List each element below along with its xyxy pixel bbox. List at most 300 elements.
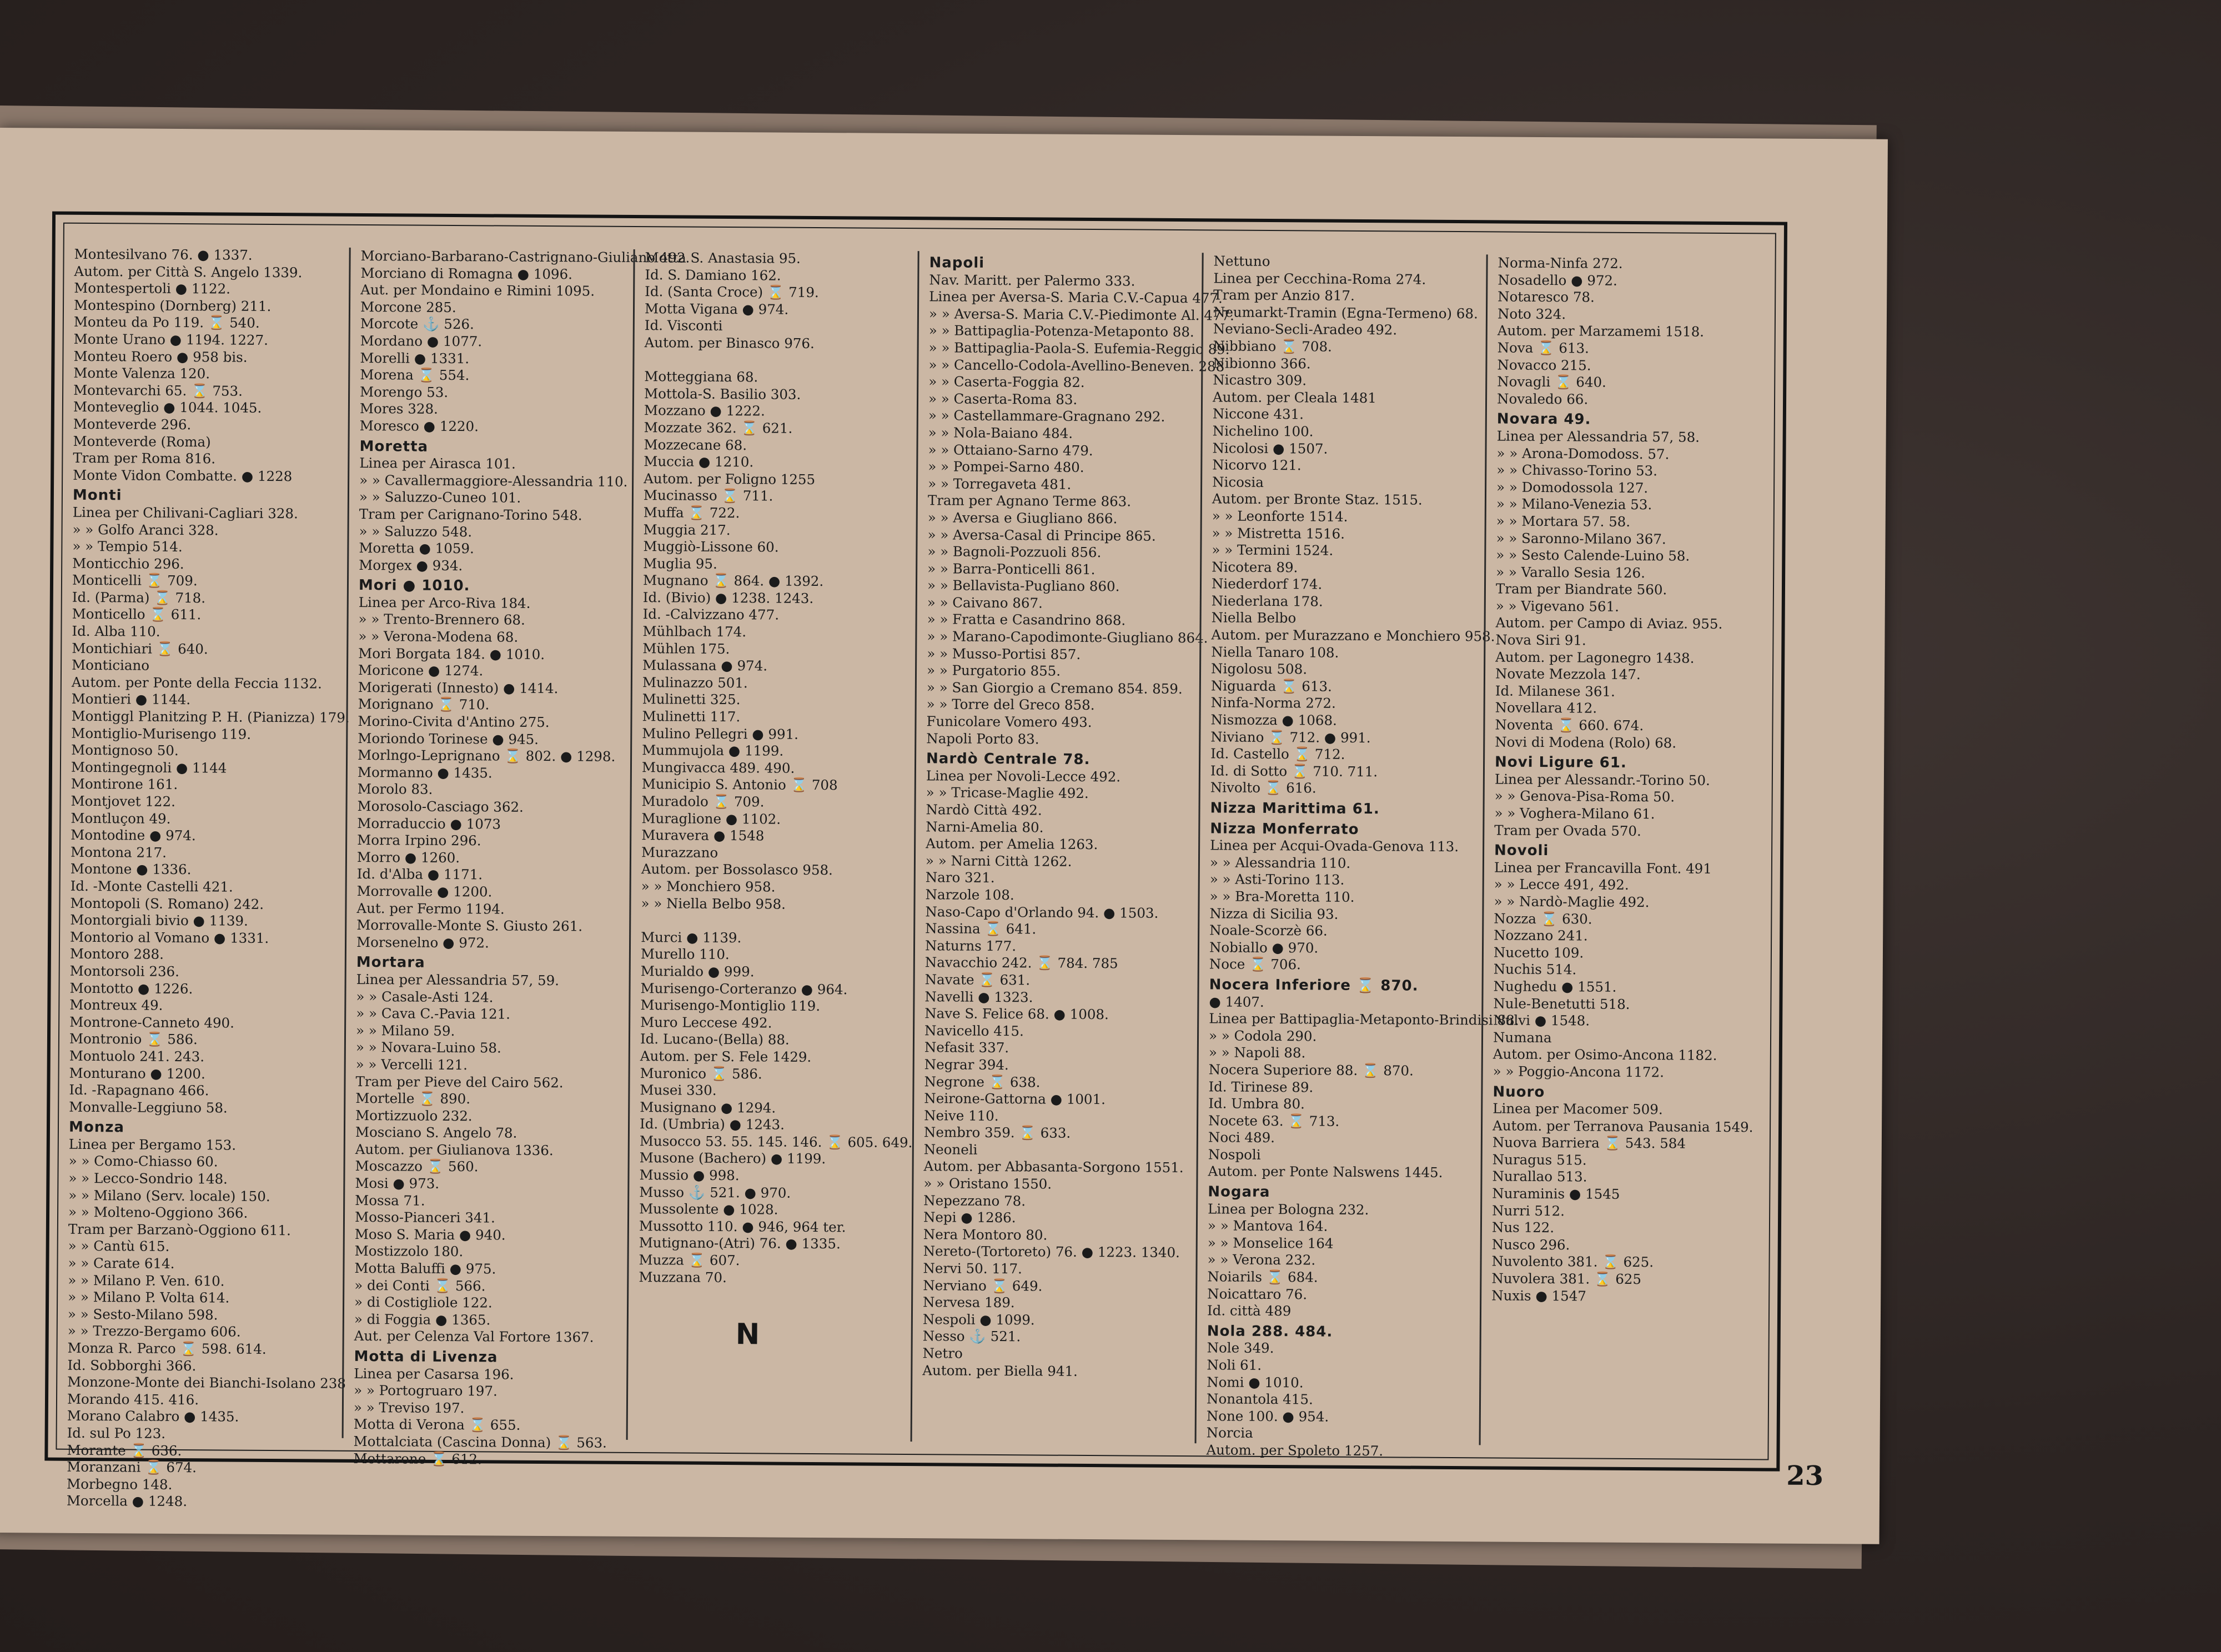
index-entry: Murisengo-Montiglio 119. xyxy=(640,997,821,1015)
index-entry: Nettuno xyxy=(1213,253,1270,269)
index-entry: Nova Siri 91. xyxy=(1495,631,1586,649)
index-entry: Montopoli (S. Romano) 242. xyxy=(70,895,264,912)
index-entry: Nova ⌛ 613. xyxy=(1497,339,1589,356)
index-entry: Montirone 161. xyxy=(71,776,178,793)
index-entry: Nole 349. xyxy=(1207,1339,1274,1357)
index-entry: Neirone-Gattorna ● 1001. xyxy=(924,1090,1106,1108)
index-entry: Autom. per Amelia 1263. xyxy=(926,835,1098,853)
index-entry: Niederlana 178. xyxy=(1211,592,1323,610)
index-entry: Linea per Cecchina-Roma 274. xyxy=(1213,269,1426,288)
index-entry: Noci 489. xyxy=(1208,1129,1275,1146)
index-entry: Moscazzo ⌛ 560. xyxy=(355,1158,479,1175)
index-entry: » » Cantù 615. xyxy=(68,1238,170,1255)
timetable-index-page xyxy=(0,128,1888,1544)
index-entry: Muzzana 70. xyxy=(639,1268,727,1286)
index-entry: » » Carate 614. xyxy=(68,1254,175,1272)
index-entry: Muffa ⌛ 722. xyxy=(643,504,740,521)
index-entry: Novate Mezzola 147. xyxy=(1495,665,1641,683)
index-entry: » » Saluzzo 548. xyxy=(359,523,473,540)
index-entry: » » Tricase-Maglie 492. xyxy=(926,784,1089,802)
index-entry: Nave S. Felice 68. ● 1008. xyxy=(924,1005,1109,1023)
index-entry: » » Trezzo-Bergamo 606. xyxy=(67,1323,241,1340)
index-entry: Id. (Parma) ⌛ 718. xyxy=(72,589,206,606)
index-entry: Musei 330. xyxy=(640,1082,717,1099)
index-entry: Morcote ⚓ 526. xyxy=(360,315,474,333)
index-entry: Noventa ⌛ 660. 674. xyxy=(1495,716,1644,734)
index-entry: ● 1407. xyxy=(1209,993,1264,1010)
index-entry: » » Napoli 88. xyxy=(1208,1044,1306,1061)
index-entry: Montronio ⌛ 586. xyxy=(69,1031,198,1048)
index-entry: Morano Calabro ● 1435. xyxy=(67,1408,239,1425)
index-entry: » » Saronno-Milano 367. xyxy=(1496,529,1666,547)
index-entry: Muronico ⌛ 586. xyxy=(640,1064,762,1082)
index-entry: None 100. ● 954. xyxy=(1206,1408,1329,1425)
index-entry: Noale-Scorzè 66. xyxy=(1209,922,1328,939)
index-entry: Nefasit 337. xyxy=(924,1039,1009,1056)
index-entry: » » Tempio 514. xyxy=(72,538,183,555)
index-entry: » » Castellammare-Gragnano 292. xyxy=(928,407,1165,425)
index-entry: Morrovalle ● 1200. xyxy=(356,882,493,900)
index-entry: » » Trento-Brennero 68. xyxy=(358,611,525,629)
index-entry: » » Caserta-Foggia 82. xyxy=(928,373,1085,391)
index-entry: » » Aversa-S. Maria C.V.-Piedimonte Al. 477. xyxy=(928,305,1234,324)
index-entry: Monte Vidon Combatte. ● 1228 xyxy=(73,466,293,484)
index-entry: Mulinazzo 501. xyxy=(642,674,748,691)
index-column-1 xyxy=(57,245,350,1510)
index-entry: Nembro 359. ⌛ 633. xyxy=(923,1124,1071,1142)
index-entry: Nereto-(Tortoreto) 76. ● 1223. 1340. xyxy=(923,1243,1180,1261)
index-entry: Morignano ⌛ 710. xyxy=(358,696,490,713)
index-entry: Neive 110. xyxy=(924,1107,999,1124)
index-entry: Id. Umbra 80. xyxy=(1208,1095,1305,1112)
index-entry: Novellara 412. xyxy=(1495,699,1597,717)
index-entry: Mormanno ● 1435. xyxy=(357,764,493,781)
index-entry: Noto 324. xyxy=(1497,305,1566,323)
index-entry: » » Caivano 867. xyxy=(927,594,1043,611)
index-entry: Monteu Roero ● 958 bis. xyxy=(73,348,248,365)
index-heading: Motta di Livenza xyxy=(354,1348,498,1366)
index-entry: » » Torregaveta 481. xyxy=(928,475,1072,493)
index-entry: » » Aversa-Casal di Principe 865. xyxy=(927,526,1156,544)
index-entry: Tram per Agnano Terme 863. xyxy=(927,492,1132,510)
index-entry: Autom. per Campo di Aviaz. 955. xyxy=(1495,614,1723,632)
index-entry: » » Barra-Ponticelli 861. xyxy=(927,560,1096,578)
index-entry: Niella Tanaro 108. xyxy=(1211,643,1339,661)
index-entry: Monteveglio ● 1044. 1045. xyxy=(73,399,262,416)
index-heading: Novara 49. xyxy=(1496,410,1591,428)
index-entry: Id. Tirinese 89. xyxy=(1208,1078,1314,1095)
index-entry: Negrar 394. xyxy=(924,1056,1009,1073)
index-entry: Id. -Calvizzano 477. xyxy=(642,606,780,624)
index-entry: Motta S. Anastasia 95. xyxy=(645,249,801,267)
index-entry: Linea per Aversa-S. Maria C.V.-Capua 477. xyxy=(929,288,1223,307)
index-entry: Montiggl Planitzing P. H. (Pianizza) 179. xyxy=(71,707,350,726)
index-entry: Id. -Monte Castelli 421. xyxy=(70,877,233,895)
index-entry: Niguarda ⌛ 613. xyxy=(1210,677,1332,695)
index-entry: » » Musso-Portisi 857. xyxy=(927,645,1081,662)
index-entry: Aut. per Celenza Val Fortore 1367. xyxy=(354,1328,594,1345)
index-entry: Mottola-S. Basilio 303. xyxy=(644,385,801,403)
index-entry: » » Caserta-Roma 83. xyxy=(928,390,1078,408)
index-entry: Moretta ● 1059. xyxy=(359,540,474,557)
index-heading: Nizza Monferrato xyxy=(1210,820,1359,838)
index-entry: Mosciano S. Angelo 78. xyxy=(355,1124,517,1142)
index-entry: Mulinetti 117. xyxy=(642,708,741,725)
index-entry: Mühlbach 174. xyxy=(642,623,747,640)
index-entry: Muradolo ⌛ 709. xyxy=(641,793,765,810)
index-entry: Netro xyxy=(922,1345,963,1362)
index-entry: Motta Vigana ● 974. xyxy=(644,300,789,318)
index-heading: Nardò Centrale 78. xyxy=(926,750,1091,769)
index-entry: » » Treviso 197. xyxy=(353,1399,465,1416)
index-entry: Nuraminis ● 1545 xyxy=(1492,1185,1620,1202)
section-letter: N xyxy=(735,1318,760,1352)
index-entry: Id. (Santa Croce) ⌛ 719. xyxy=(645,283,819,301)
index-entry: Montjovet 122. xyxy=(71,792,176,810)
index-heading: Mori ● 1010. xyxy=(358,577,470,595)
index-entry: Montona 217. xyxy=(70,843,167,861)
index-entry: Morino-Civita d'Antino 275. xyxy=(358,712,550,731)
index-entry: » » Golfo Aranci 328. xyxy=(72,521,219,538)
index-entry: Mungivacca 489. 490. xyxy=(641,759,795,776)
page-frame-inner xyxy=(56,223,1776,1510)
index-entry: Monvalle-Leggiuno 58. xyxy=(69,1098,228,1116)
index-entry: Autom. per Murazzano e Monchiero 958. xyxy=(1211,626,1495,645)
index-entry: Montespertoli ● 1122. xyxy=(74,280,231,297)
index-entry: Montichiari ⌛ 640. xyxy=(72,640,208,657)
index-entry: Linea per Alessandr.-Torino 50. xyxy=(1494,771,1710,789)
index-entry: » » Alessandria 110. xyxy=(1209,854,1351,871)
index-entry: Naso-Capo d'Orlando 94. ● 1503. xyxy=(925,903,1159,921)
index-entry: » » Poggio-Ancona 1172. xyxy=(1493,1063,1665,1081)
index-entry: Id. S. Damiano 162. xyxy=(645,266,781,284)
index-entry: Monte Valenza 120. xyxy=(73,364,210,382)
index-entry: Linea per Casarsa 196. xyxy=(354,1365,514,1383)
index-entry: Nuvolento 381. ⌛ 625. xyxy=(1491,1253,1654,1271)
index-entry: Morolo 83. xyxy=(357,781,433,798)
index-entry: Id. (Bivio) ● 1238. 1243. xyxy=(642,589,814,606)
index-entry: » » Varallo Sesia 126. xyxy=(1496,564,1646,581)
index-entry: Mosso-Pianceri 341. xyxy=(354,1209,495,1226)
index-entry: » » Niella Belbo 958. xyxy=(641,895,786,912)
index-entry: Nusco 296. xyxy=(1491,1236,1570,1253)
index-entry: Motta di Verona ⌛ 655. xyxy=(353,1416,521,1434)
index-entry: Murci ● 1139. xyxy=(641,928,742,946)
index-entry: Mori Borgata 184. ● 1010. xyxy=(358,645,545,662)
index-entry: Linea per Novoli-Lecce 492. xyxy=(926,767,1121,785)
index-entry: Moricone ● 1274. xyxy=(358,662,484,679)
index-entry: Niella Belbo xyxy=(1211,609,1297,626)
index-heading: Moretta xyxy=(359,438,429,455)
index-entry: Morbegno 148. xyxy=(66,1475,173,1493)
index-entry: Id. d'Alba ● 1171. xyxy=(356,866,483,883)
index-entry: Nicolosi ● 1507. xyxy=(1212,439,1328,457)
index-entry: Montone ● 1336. xyxy=(70,861,192,878)
index-entry: Mutignano-(Atri) 76. ● 1335. xyxy=(639,1234,841,1252)
index-entry: Linea per Francavilla Font. 491 xyxy=(1494,859,1712,877)
index-entry: Monticello ⌛ 611. xyxy=(72,606,202,623)
index-entry: Nervi 50. 117. xyxy=(923,1260,1022,1277)
index-entry: » » Lecce 491, 492. xyxy=(1494,876,1629,893)
index-entry: Narzole 108. xyxy=(925,886,1014,903)
index-entry: Mozzano ● 1222. xyxy=(644,402,765,419)
index-entry: Morro ● 1260. xyxy=(356,848,460,866)
index-entry: Morigerati (Innesto) ● 1414. xyxy=(358,679,559,697)
index-entry: » » Codola 290. xyxy=(1208,1027,1317,1045)
index-entry: Muggia 217. xyxy=(643,521,731,538)
index-entry: Novaledo 66. xyxy=(1496,390,1589,408)
index-entry: » » Milano P. Ven. 610. xyxy=(68,1272,225,1289)
index-entry: Naturns 177. xyxy=(924,937,1017,954)
index-entry: » » Aversa e Giugliano 866. xyxy=(927,509,1118,527)
index-entry: Montespino (Dornberg) 211. xyxy=(73,297,272,314)
index-entry: Autom. per Giulianova 1336. xyxy=(355,1141,554,1158)
index-entry: Morciano-Barbarano-Castrignano-Giuliano 492. xyxy=(360,247,690,266)
index-heading: Nola 288. 484. xyxy=(1207,1323,1333,1340)
index-entry: Nardò Città 492. xyxy=(926,801,1042,819)
index-entry: Id. Sobborghi 366. xyxy=(67,1357,197,1374)
index-entry: Moresco ● 1220. xyxy=(359,417,479,435)
index-entry: Autom. per Lagonegro 1438. xyxy=(1495,649,1695,666)
index-entry: Autom. per S. Fele 1429. xyxy=(640,1047,812,1065)
index-entry: Montodine ● 974. xyxy=(71,826,196,844)
index-entry: Tram per Biandrate 560. xyxy=(1495,580,1667,598)
index-entry: » » Cancello-Codola-Avellino-Beneven. 288 xyxy=(928,356,1225,375)
index-heading: Nogara xyxy=(1208,1183,1270,1201)
index-entry: » » Nardò-Maglie 492. xyxy=(1494,893,1650,911)
index-entry: » » Chivasso-Torino 53. xyxy=(1496,461,1658,479)
index-entry: Nismozza ● 1068. xyxy=(1210,711,1337,729)
index-entry: Tram per Pieve del Cairo 562. xyxy=(355,1073,564,1091)
index-entry: Autom. per Abbasanta-Sorgono 1551. xyxy=(923,1158,1184,1176)
index-entry: Mossa 71. xyxy=(355,1192,425,1209)
index-entry: » » Verona 232. xyxy=(1207,1251,1316,1268)
index-entry: » » Molteno-Oggiono 366. xyxy=(68,1204,248,1222)
index-entry: Morando 415. 416. xyxy=(67,1390,199,1408)
index-entry: Mussotto 110. ● 946, 964 ter. xyxy=(639,1217,846,1236)
index-entry: Niccone 431. xyxy=(1212,405,1304,423)
index-entry: » » Fratta e Casandrino 868. xyxy=(927,611,1126,629)
index-entry: Linea per Alessandria 57, 59. xyxy=(356,971,560,989)
index-entry: » » Narni Città 1262. xyxy=(925,852,1072,870)
index-entry: Id. Visconti xyxy=(644,317,723,334)
index-entry: Morlngo-Leprignano ⌛ 802. ● 1298. xyxy=(358,747,616,765)
index-entry: Id. Castello ⌛ 712. xyxy=(1210,745,1345,763)
index-entry: » » Verona-Modena 68. xyxy=(358,628,519,645)
page-frame xyxy=(44,212,1787,1510)
index-entry: » » Portogruaro 197. xyxy=(354,1382,498,1399)
index-entry: Montluçon 49. xyxy=(71,810,171,827)
index-entry: » » Bra-Moretta 110. xyxy=(1209,888,1355,905)
index-entry: » » Lecco-Sondrio 148. xyxy=(68,1169,228,1187)
index-entry: » » Como-Chiasso 60. xyxy=(68,1153,218,1170)
index-heading: Nuoro xyxy=(1493,1083,1545,1101)
index-entry: Montesilvano 76. ● 1337. xyxy=(74,245,253,263)
index-entry: Nichelino 100. xyxy=(1212,423,1314,440)
index-entry: » » Milano 59. xyxy=(355,1022,455,1039)
index-entry: Monturano ● 1200. xyxy=(69,1064,205,1082)
index-entry: Mostizzolo 180. xyxy=(354,1243,464,1260)
index-entry: Norma-Ninfa 272. xyxy=(1498,254,1623,272)
index-entry: Funicolare Vomero 493. xyxy=(926,713,1092,731)
index-entry: Novacco 215. xyxy=(1497,356,1591,374)
index-entry: » » Milano P. Volta 614. xyxy=(68,1289,230,1306)
index-entry: Morelli ● 1331. xyxy=(360,349,470,366)
index-entry: Nozza ⌛ 630. xyxy=(1494,910,1592,927)
index-entry: Autom. per Ponte Nalswens 1445. xyxy=(1208,1163,1443,1181)
index-entry: Nuchis 514. xyxy=(1493,961,1577,978)
index-entry: Morsenelno ● 972. xyxy=(356,933,489,951)
index-entry: Morena ⌛ 554. xyxy=(360,366,470,384)
index-entry: » » Casale-Asti 124. xyxy=(356,988,494,1005)
index-entry: Mosi ● 973. xyxy=(355,1175,440,1192)
index-entry: Mozzecane 68. xyxy=(644,436,747,453)
index-entry: Numana xyxy=(1493,1029,1552,1046)
index-column-3 xyxy=(626,249,918,1442)
index-entry: Linea per Bergamo 153. xyxy=(68,1136,237,1153)
index-entry: Nicotera 89. xyxy=(1212,559,1298,575)
index-entry: » di Costigliole 122. xyxy=(354,1294,493,1311)
index-entry: Nobiallo ● 970. xyxy=(1209,939,1319,956)
index-entry: Mottarone ⌛ 612. xyxy=(353,1450,482,1467)
index-entry: » » Cavallermaggiore-Alessandria 110. xyxy=(359,471,628,490)
index-entry: Montrone-Canneto 490. xyxy=(69,1013,235,1031)
index-entry: Navate ⌛ 631. xyxy=(924,971,1031,988)
index-entry: Autom. per Città S. Angelo 1339. xyxy=(74,263,303,280)
index-entry: Autom. per Bronte Staz. 1515. xyxy=(1212,490,1423,508)
index-entry: Monticchio 296. xyxy=(72,555,184,572)
index-entry: » » Genova-Pisa-Roma 50. xyxy=(1494,787,1675,805)
index-entry: Mussio ● 998. xyxy=(639,1167,740,1184)
index-entry: Montuolo 241. 243. xyxy=(69,1047,205,1065)
index-entry: Neumarkt-Tramin (Egna-Termeno) 68. xyxy=(1213,304,1478,322)
index-entry: Autom. per Biella 941. xyxy=(922,1362,1078,1379)
index-entry: Autom. per Spoleto 1257. xyxy=(1206,1442,1384,1459)
index-entry: Monzone-Monte dei Bianchi-Isolano 238 xyxy=(67,1373,346,1392)
index-entry: Montreux 49. xyxy=(69,996,163,1013)
index-entry: Musone (Bachero) ● 1199. xyxy=(639,1149,826,1167)
index-entry: Naro 321. xyxy=(925,869,995,886)
index-entry: Noiarils ⌛ 684. xyxy=(1207,1268,1318,1286)
index-entry: » » Battipaglia-Paola-S. Eufemia-Reggio 89. xyxy=(928,339,1230,358)
index-entry: » » Purgatorio 855. xyxy=(926,662,1061,679)
index-entry: Muggiò-Lissone 60. xyxy=(643,538,779,555)
index-entry: Morcone 285. xyxy=(360,298,456,315)
index-entry: » » Vercelli 121. xyxy=(355,1056,468,1073)
index-entry: Linea per Macomer 509. xyxy=(1493,1100,1663,1118)
index-entry: Nucetto 109. xyxy=(1493,944,1584,961)
index-entry: » » Voghera-Milano 61. xyxy=(1494,805,1655,822)
index-entry: Tram per Roma 816. xyxy=(73,449,216,467)
index-entry: Muro Leccese 492. xyxy=(640,1013,772,1031)
index-entry: Mussolente ● 1028. xyxy=(639,1201,778,1218)
index-entry: Nervesa 189. xyxy=(923,1294,1015,1311)
index-entry: » » Vigevano 561. xyxy=(1495,597,1620,615)
index-entry: Autom. per Cleala 1481 xyxy=(1212,389,1376,406)
index-entry: Mordano ● 1077. xyxy=(360,332,483,350)
index-entry: Mugnano ⌛ 864. ● 1392. xyxy=(642,572,824,590)
index-entry: Montorgiali bivio ● 1139. xyxy=(70,911,248,929)
index-entry: Nospoli xyxy=(1208,1146,1261,1163)
index-entry: Nicosia xyxy=(1212,474,1264,490)
index-entry: » » Novara-Luino 58. xyxy=(355,1039,501,1056)
index-entry: Morciano di Romagna ● 1096. xyxy=(360,264,573,282)
index-entry: Mores 328. xyxy=(359,400,438,418)
index-entry: Mulinetti 325. xyxy=(642,691,741,708)
index-entry: » dei Conti ⌛ 566. xyxy=(354,1277,486,1294)
index-entry: » » Bagnoli-Pozzuoli 856. xyxy=(927,543,1102,561)
index-entry: Mortizzuolo 232. xyxy=(355,1107,473,1124)
index-entry: Monticelli ⌛ 709. xyxy=(72,572,198,589)
index-entry: Nozzano 241. xyxy=(1494,927,1588,944)
index-entry: Aut. per Mondaino e Rimini 1095. xyxy=(360,282,595,299)
index-entry: Noce ⌛ 706. xyxy=(1209,956,1301,973)
index-entry: Novagli ⌛ 640. xyxy=(1497,373,1606,390)
index-entry: Novi di Modena (Rolo) 68. xyxy=(1495,734,1677,751)
index-entry: Morosolo-Casciago 362. xyxy=(357,797,524,815)
index-entry: Nurallao 513. xyxy=(1492,1168,1587,1185)
index-entry: » di Foggia ● 1365. xyxy=(354,1310,491,1328)
index-entry: Id. città 489 xyxy=(1207,1302,1292,1319)
index-entry: Montoro 288. xyxy=(69,946,164,963)
index-entry: Nibbiano ⌛ 708. xyxy=(1213,338,1332,355)
index-entry: Muglia 95. xyxy=(643,555,717,572)
index-entry: Murello 110. xyxy=(640,946,730,963)
index-heading: Novi Ligure 61. xyxy=(1494,754,1627,772)
index-entry: » » Cava C.-Pavia 121. xyxy=(356,1005,511,1022)
index-entry: Nule-Benetutti 518. xyxy=(1493,995,1630,1012)
index-entry: Musocco 53. 55. 145. 146. ⌛ 605. 649. xyxy=(639,1132,913,1151)
index-entry: Linea per Chilivani-Cagliari 328. xyxy=(72,504,298,522)
index-entry: Nera Montoro 80. xyxy=(923,1226,1048,1243)
index-entry: Morcella ● 1248. xyxy=(66,1493,188,1510)
index-entry: » » Nola-Baiano 484. xyxy=(928,424,1073,441)
index-entry: » » Domodossola 127. xyxy=(1496,479,1649,496)
index-entry: Moranzani ⌛ 674. xyxy=(67,1458,197,1476)
index-entry: Nicastro 309. xyxy=(1213,371,1307,389)
index-entry: » » Mistretta 1516. xyxy=(1212,524,1345,542)
index-entry: » » Battipaglia-Potenza-Metaponto 88. xyxy=(928,322,1194,340)
index-entry: Ninfa-Norma 272. xyxy=(1210,694,1336,712)
index-entry: Id. Alba 110. xyxy=(72,622,160,640)
index-entry: » » Marano-Capodimonte-Giugliano 864. xyxy=(927,628,1208,646)
index-entry: Nurri 512. xyxy=(1492,1202,1565,1219)
index-entry: Nocera Superiore 88. ⌛ 870. xyxy=(1208,1061,1414,1079)
index-entry: Niederdorf 174. xyxy=(1211,575,1323,592)
index-entry: Notaresco 78. xyxy=(1498,288,1595,305)
index-entry: Linea per Bologna 232. xyxy=(1208,1200,1369,1218)
index-entry: Tram per Barzanò-Oggiono 611. xyxy=(68,1221,291,1239)
index-entry: Nav. Maritt. per Palermo 333. xyxy=(929,271,1135,289)
index-entry: Nivolto ⌛ 616. xyxy=(1210,779,1316,796)
index-entry: Nuova Barriera ⌛ 543. 584 xyxy=(1492,1134,1686,1152)
index-entry: Nespoli ● 1099. xyxy=(922,1311,1035,1328)
index-entry: Nizza di Sicilia 93. xyxy=(1209,905,1339,922)
index-heading: Nocera Inferiore ⌛ 870. xyxy=(1209,976,1419,995)
index-entry: Mozzate 362. ⌛ 621. xyxy=(644,419,793,436)
index-entry: » » Asti-Torino 113. xyxy=(1209,871,1345,888)
index-entry: Nomi ● 1010. xyxy=(1207,1373,1304,1390)
index-entry: Tram per Carignano-Torino 548. xyxy=(359,505,582,524)
index-entry: Linea per Battipaglia-Metaponto-Brindisi 88. xyxy=(1209,1010,1519,1028)
index-entry: Mummujola ● 1199. xyxy=(642,742,784,759)
index-entry: » » San Giorgio a Cremano 854. 859. xyxy=(926,679,1183,697)
index-entry: Nulvi ● 1548. xyxy=(1493,1012,1590,1029)
index-entry: » » Bellavista-Pugliano 860. xyxy=(927,577,1120,595)
index-entry: Id. Lucano-(Bella) 88. xyxy=(640,1031,790,1048)
index-entry: Morengo 53. xyxy=(360,383,449,400)
index-heading: Nizza Marittima 61. xyxy=(1210,800,1380,818)
